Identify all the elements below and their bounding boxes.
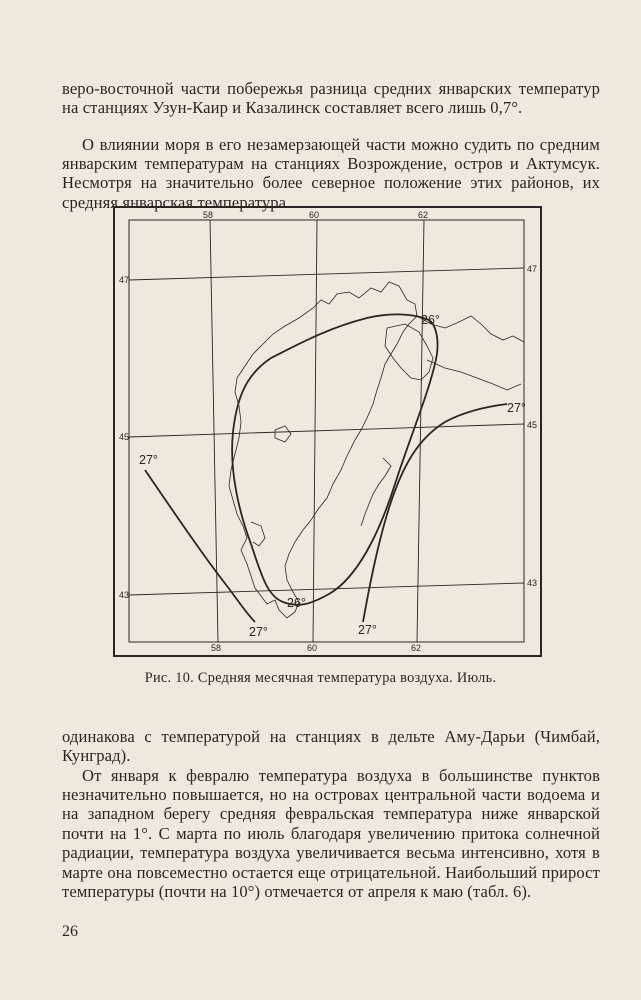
island-vozrozhdenie [275,426,291,442]
graticule [129,220,524,642]
parallel-45 [129,424,524,437]
map-frame [129,220,524,642]
lat-label-left-47: 47 [119,275,130,285]
page-number: 26 [62,923,78,940]
isotherm-label-27-west: 27° [139,453,158,467]
isotherm-26-closed [232,314,437,604]
lat-label-right-43: 43 [527,578,538,588]
lon-label-bottom-58: 58 [211,643,222,653]
lon-label-top-62: 62 [418,210,429,220]
paragraph-seasonal-change: От января к февралю температура воздуха в большинстве пунктов незначительно повышается, но на островах центральной части водоема и на западном берегу средняя февральская температура ниже январской почти на 1°. С марта по июль благодаря увеличению притока солнечной радиации, температура воздуха увеличивается весьма интенсивно, хотя в марте она повсеместно остается еще отрицательной. Наибольший прирост температуры (почти на 10°) отмечается от апреля к маю (табл. 6). [62,765,600,902]
paragraph-amu-darya: одинакова с температурой на станциях в дельте Аму-Дарьи (Чимбай, Кунград). [62,726,600,765]
west-bay [251,522,265,546]
lat-label-right-47: 47 [527,264,538,274]
isotherm-27-southwest [145,470,255,622]
lat-label-left-43: 43 [119,590,130,600]
lat-label-left-45: 45 [119,432,130,442]
lon-label-bottom-60: 60 [307,643,318,653]
isotherm-label-26-south: 26° [287,596,306,610]
parallel-47 [129,268,524,280]
amu-delta-channels [427,360,521,390]
meridian-58 [210,220,218,642]
isotherms [145,314,507,622]
meridian-62 [417,220,424,642]
isotherm-map [115,208,539,654]
isotherm-label-27-southeast: 27° [358,623,377,637]
isotherm-label-27-southwest: 27° [249,625,268,639]
coastline [229,282,524,618]
paragraph-sea-influence: О влиянии моря в его незамерзающей части можно судить по средним январским температурам на станциях Возрождение, остров и Актумсук. Несмотря на значительно более северное положение этих районов, их средняя январская температура [62,134,600,212]
lon-label-top-58: 58 [203,210,214,220]
parallel-43 [129,583,524,595]
lat-label-right-45: 45 [527,420,538,430]
figure-map [113,206,542,657]
figure-caption: Рис. 10. Средняя месячная температура воздуха. Июль. [144,670,497,686]
isotherm-label-27-east: 27° [507,401,526,415]
isotherm-label-26-north: 26° [421,313,440,327]
lon-label-top-60: 60 [309,210,320,220]
lon-label-bottom-62: 62 [411,643,422,653]
paragraph-continuation: веро-восточной части побережья разница средних январских температур на станциях Узун-Каир и Казалинск составляет всего лишь 0,7°. [62,78,600,117]
